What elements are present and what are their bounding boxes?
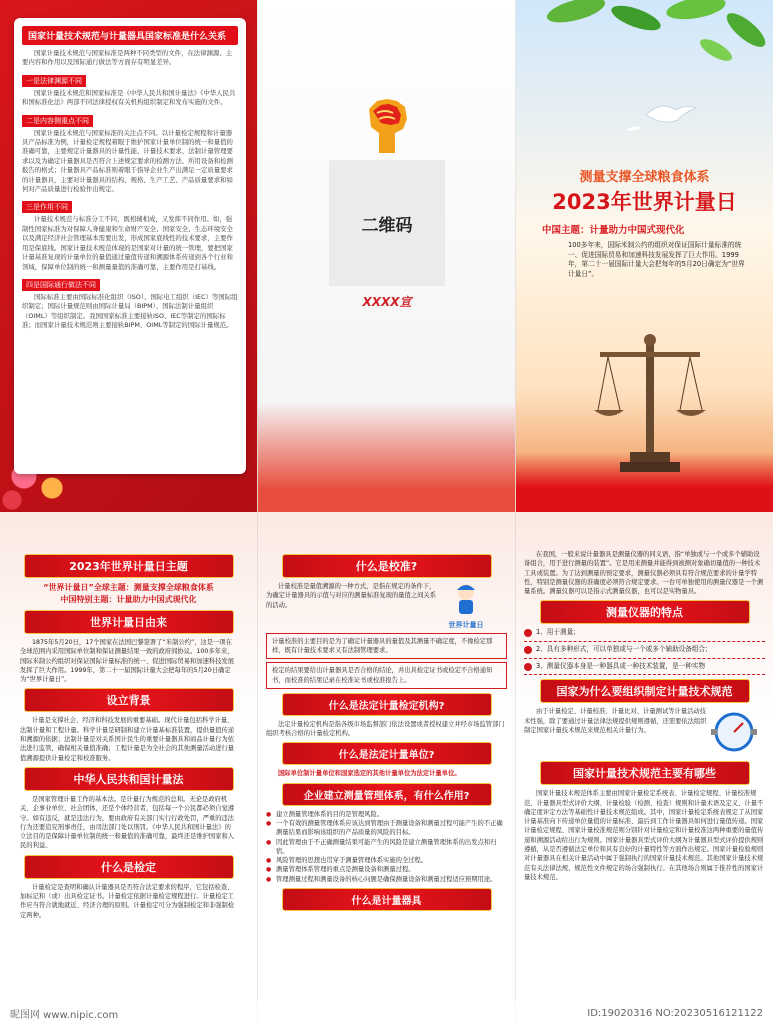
management-bullets — [266, 810, 507, 884]
feature-text: 1、用于测量； — [536, 628, 580, 637]
fist-emblem-icon — [359, 95, 413, 159]
list-item: ● 一个有效的测量管理体系应该达到管理由于测量设备和测量过程可能产生的不正确测量结果而影响该组织的产品质量的风险的目标。 — [266, 819, 507, 838]
ribbon-verification: 什么是检定 — [24, 855, 234, 879]
ribbon-theme: 2023年世界计量日主题 — [24, 554, 234, 578]
ribbon-origin: 世界计量日由来 — [24, 610, 234, 634]
ribbon-law: 中华人民共和国计量法 — [24, 767, 234, 791]
standards-title: 国家计量技术规范与计量器具国家标准是什么关系 — [22, 26, 238, 45]
ribbon-why: 国家为什么要组织制定计量技术规范 — [540, 679, 750, 703]
bullet-dot-icon — [524, 629, 532, 637]
mascot-label: 世界计量日 — [448, 621, 484, 629]
ribbon-calibration: 什么是校准? — [282, 554, 492, 578]
brochure-inside — [0, 512, 773, 1024]
feature-text: 2、具有多种形式，可以单独或与一个或多个辅助设备组合； — [536, 645, 712, 654]
legal-agency-text: 法定计量检定机构是指各级市场监督部门依法设置或者授权建立并经市场监管部门组织考核合格的计量检定机构。 — [266, 720, 505, 738]
section-3-tag: 三是作用不同 — [22, 201, 72, 213]
section-4-tag: 四是国际通行做法不同 — [22, 279, 100, 291]
section-3 — [22, 194, 238, 271]
ribbon-features: 测量仪器的特点 — [540, 600, 750, 624]
calibration-row — [266, 582, 507, 630]
feature-item — [524, 645, 765, 659]
section-4 — [22, 272, 238, 331]
section-2-tag: 二是内容侧重点不同 — [22, 115, 93, 127]
section-2-text: 国家计量技术规范与国家标准的关注点不同。以计量检定规程和计量器具产品标准为例，计量检定规程着眼于维护国家计量单位制的统一和量值的准确可靠，主要规定计量器具的计量性能、计量技术要求、法制计量管理要求以及为确定计量器具是否符合上述规定要求的检测方法、所用设备和检测报告的格式；计量器具产品标准则着眼于指导企业生产出满足一定质量要求的计量器具，主要对计量器具的结构、规格、生产工艺、产品质量要求和如何对产品质量进行检验作出规定。 — [22, 128, 233, 194]
verification-result-box: 检定的结果要给出计量器具是否合格的结论，并出具检定证书或检定不合格通知书，而校准的结果记录在校准证书或校准报告上。 — [266, 662, 507, 688]
ribbon-background: 设立背景 — [24, 688, 234, 712]
law-text: 是国家管理计量工作的基本法。是计量行为规范的总和。无论是政府机关、企事业单位、社会团体，还是个体经营者，包括每一个公民都必须自觉遵守。如有违反，就是违法行为，要由政府有关部门实行行政处罚，严重的违法行为还要追究刑事责任，由司法部门处以刑罚。《中华人民共和国计量法》的立法目的是保障计量单位制的统一和量值的准确可靠，最终还是维护国家和人民的利益。 — [20, 795, 235, 850]
instrument-intro: 在我国，一般来说计量器具是测量仪器的同义语，指“单独或与一个或多个辅助设备组合，用于进行测量的装置”。它是用来测量并能得到被测对象确切量值的一种技术工具或装置。为了达到测量的预定要求，测量仪器必须具有符合规范要求的计量学特性，特别是测量仪器的准确度必须符合规定要求。一台可单独使用的测量仪器是一个测量系统。测量仪器可以是指示式测量仪器，也可以是实物量具。 — [524, 551, 764, 596]
list-item: ● 测量管理体系管理的重点是测量设备和测量过程。 — [266, 865, 507, 874]
ribbon-legal-agency: 什么是法定计量检定机构? — [282, 693, 492, 716]
ribbon-legal-unit: 什么是法定计量单位? — [282, 742, 492, 765]
standards-card — [14, 18, 246, 474]
verification-text: 计量检定是查明和确认计量器具是否符合法定要求的程序，它包括检查、加标记和（或）出具检定证书。计量检定依据计量检定规程进行。计量检定工作应当符合就地就近、经济合理的原则。计量检定可分为强制检定和非强制检定两种。 — [20, 883, 235, 919]
kinds-text: 国家计量技术规范体系主要由国家计量检定系统表、计量检定规程、计量校准规范、计量器具型式评价大纲、计量检验（检测、检查）规则和计量术语及定义、计量不确定度评定方法等基础性计量技术规范组成。其中，国家计量检定系统表规定了从国家计量基准向下传递单位量值的计量标准、最后到工作计量器具如何进行量值传递。国家计量检定规程、国家计量校准规范则分别针对计量检定和计量校准这两种重要的量值传递和溯源活动给出行为规则。国家计量器具型式评价大纲为计量器具型式评价提供规则遵循，从是否遵循法定单位和具有良好的计量特性等方面作出规定。国家计量检验规则对计量器具在相关计量活动中属于强制执行的国家计量技术规范。其他国家计量技术规范有关法律法规、规范性文件规定的场合强制执行。在其他场合则属于推荐性的国家计量技术规范。 — [524, 790, 764, 881]
meter-icon — [709, 707, 759, 757]
mascot-icon — [451, 582, 481, 616]
standards-intro: 国家计量技术规范与国家标准是两种不同类型的文件，在法律渊源、主要内容和作用以及国际通行做法等方面存有明显差异。 — [22, 49, 233, 67]
section-4-text: 国际标准主要由国际标准化组织（ISO）、国际电工组织（IEC）等国际组织制定；国际计量规范则由国际计量局（BIPM）、国际法制计量组织（OIML）等组织制定。我国国家标准主要接轨ISO、IEC等制定的国际标准；而国家计量技术规范则主要接轨BIPM、OIML等制定的国际计量规范。 — [22, 292, 238, 330]
panel-instruments — [516, 512, 773, 1024]
china-theme-line: 中国特别主题：计量助力中国式现代化 — [60, 595, 197, 604]
qr-code-placeholder: 二维码 — [329, 160, 445, 286]
mascot — [436, 582, 496, 630]
headline-event-title: 2023年世界计量日 — [552, 190, 737, 214]
background-text: 计量是支撑社会、经济和科技发展的重要基础。现代计量包括科学计量、法制计量和工程计量。科学计量是研制和建立计量基标准装置，提供量值传递和溯源的依据；法制计量是对关系国计民生的重要计量器具和商品计量行为依法进行监管，确保相关量值准确；工程计量是为全社会的其他测量活动进行量值溯源提供计量检定和校准服务。 — [20, 717, 235, 762]
section-1 — [22, 68, 238, 108]
leaves-decoration-icon — [516, 0, 773, 80]
panel-calibration — [258, 512, 515, 1024]
global-theme-line: “世界计量日”全球主题：测量支撑全球粮食体系 — [43, 583, 214, 592]
headline-global-theme: 测量支撑全球粮食体系 — [579, 170, 710, 185]
ribbon-kinds: 国家计量技术规范主要有哪些 — [540, 761, 750, 785]
cover-intro: 100多年来，国际米制公约的组织对保证国际计量标准的统一、促进国际贸易和加速科技发展发挥了巨大作用。1999年，第二十一届国际计量大会把每年的5月20日确定为“世界计量日”。 — [568, 241, 745, 278]
bullet-dot-icon — [524, 663, 532, 671]
list-item: ● 因此管理由于不正确测量结果可能产生的风险是建立测量管理体系的出发点和归宿。 — [266, 838, 507, 857]
china-theme: 中国主题：计量助力中国式现代化 — [542, 225, 685, 236]
organization-label: XXXX宣 — [362, 295, 412, 309]
feature-item — [524, 628, 765, 642]
watermark-left: 昵图网 www.nipic.com — [10, 1009, 119, 1021]
balance-scale-icon — [590, 330, 710, 480]
watermark-bar — [0, 1002, 773, 1024]
feature-text: 3、测量仪器本身是一种器具或一种技术装置，是一种实物 — [536, 661, 706, 670]
section-3-text: 计量技术规范与标准分工不同，既相辅相成，又发挥不同作用。如，强制性国家标准为对保障人身健康和生命财产安全、国家安全、生态环境安全以及满足经济社会管理基本需要出发，形成国家底线性的技术要求，主要作用是保底线。国家计量技术规范体现的是国家对计量的统一管理，要把国家计量基准复现的计量单位的量值通过量值传递和溯源体系传递到各个行业和领域，保障单位制的统一和测量量值的准确可靠，主要作用是打基线。 — [22, 215, 233, 271]
ribbon-management-system: 企业建立测量管理体系，有什么作用? — [282, 783, 492, 806]
ribbon-instrument: 什么是计量器具 — [282, 888, 492, 911]
calibration-text: 计量校准是量值溯源的一种方式，是指在规定的条件下，为确定计量器具的示值与对应的测量标准复现的量值之间关系的活动。 — [266, 583, 437, 609]
origin-text: 1875年5月20日，17个国家在法国巴黎签署了“米制公约”，这是一项在全球范围内采用国际单位制和保证测量结果一致的政府间协议。100多年来，国际米制公约组织对保证国际计量标准的统一、促进国际贸易和加速科技发展发挥了巨大作用。1999年，第二十一届国际计量大会把每年的5月20日确定为“世界计量日”。 — [20, 639, 235, 684]
why-row — [524, 707, 765, 757]
watermark-right: ID:19020316 NO:20230516121122 — [587, 1007, 763, 1019]
list-item: ● 管理测量过程和测量设备的核心问题是确保测量设备和测量过程适应预期用途。 — [266, 875, 507, 884]
city-skyline — [258, 402, 515, 512]
dove-icon — [616, 90, 716, 140]
section-2 — [22, 108, 238, 195]
section-1-text: 国家计量技术规范和国家标准是《中华人民共和国计量法》《中华人民共和国标准化法》两部不同法律授权有关机构组织制定和发布实施的文件。 — [22, 88, 236, 107]
section-1-tag: 一是法律渊源不同 — [22, 75, 86, 87]
calibration-purpose-box: 计量校准的主要目的是为了确定计量器具的量值及其测量不确定度，不像检定那样，既有计量技术要求又有法制管理要求。 — [266, 633, 507, 659]
bullet-dot-icon — [524, 646, 532, 654]
list-item: ● 风险管理的思想也贯穿于测量管理体系实施的全过程。 — [266, 856, 507, 865]
list-item: ● 建立测量管理体系的目的是管理风险。 — [266, 810, 507, 819]
panel-theme — [0, 512, 257, 1024]
feature-item — [524, 662, 765, 676]
legal-unit-text: 国际单位制计量单位和国家选定的其他计量单位为法定计量单位。 — [278, 770, 461, 778]
panel-standards — [0, 0, 257, 512]
why-text: 由于计量检定、计量校准、计量比对、计量测试等计量活动技术性强，除了要通过计量法律法规提供规则遵循，还需要依法组织制定国家计量技术规范来规范相关计量行为。 — [524, 708, 707, 734]
